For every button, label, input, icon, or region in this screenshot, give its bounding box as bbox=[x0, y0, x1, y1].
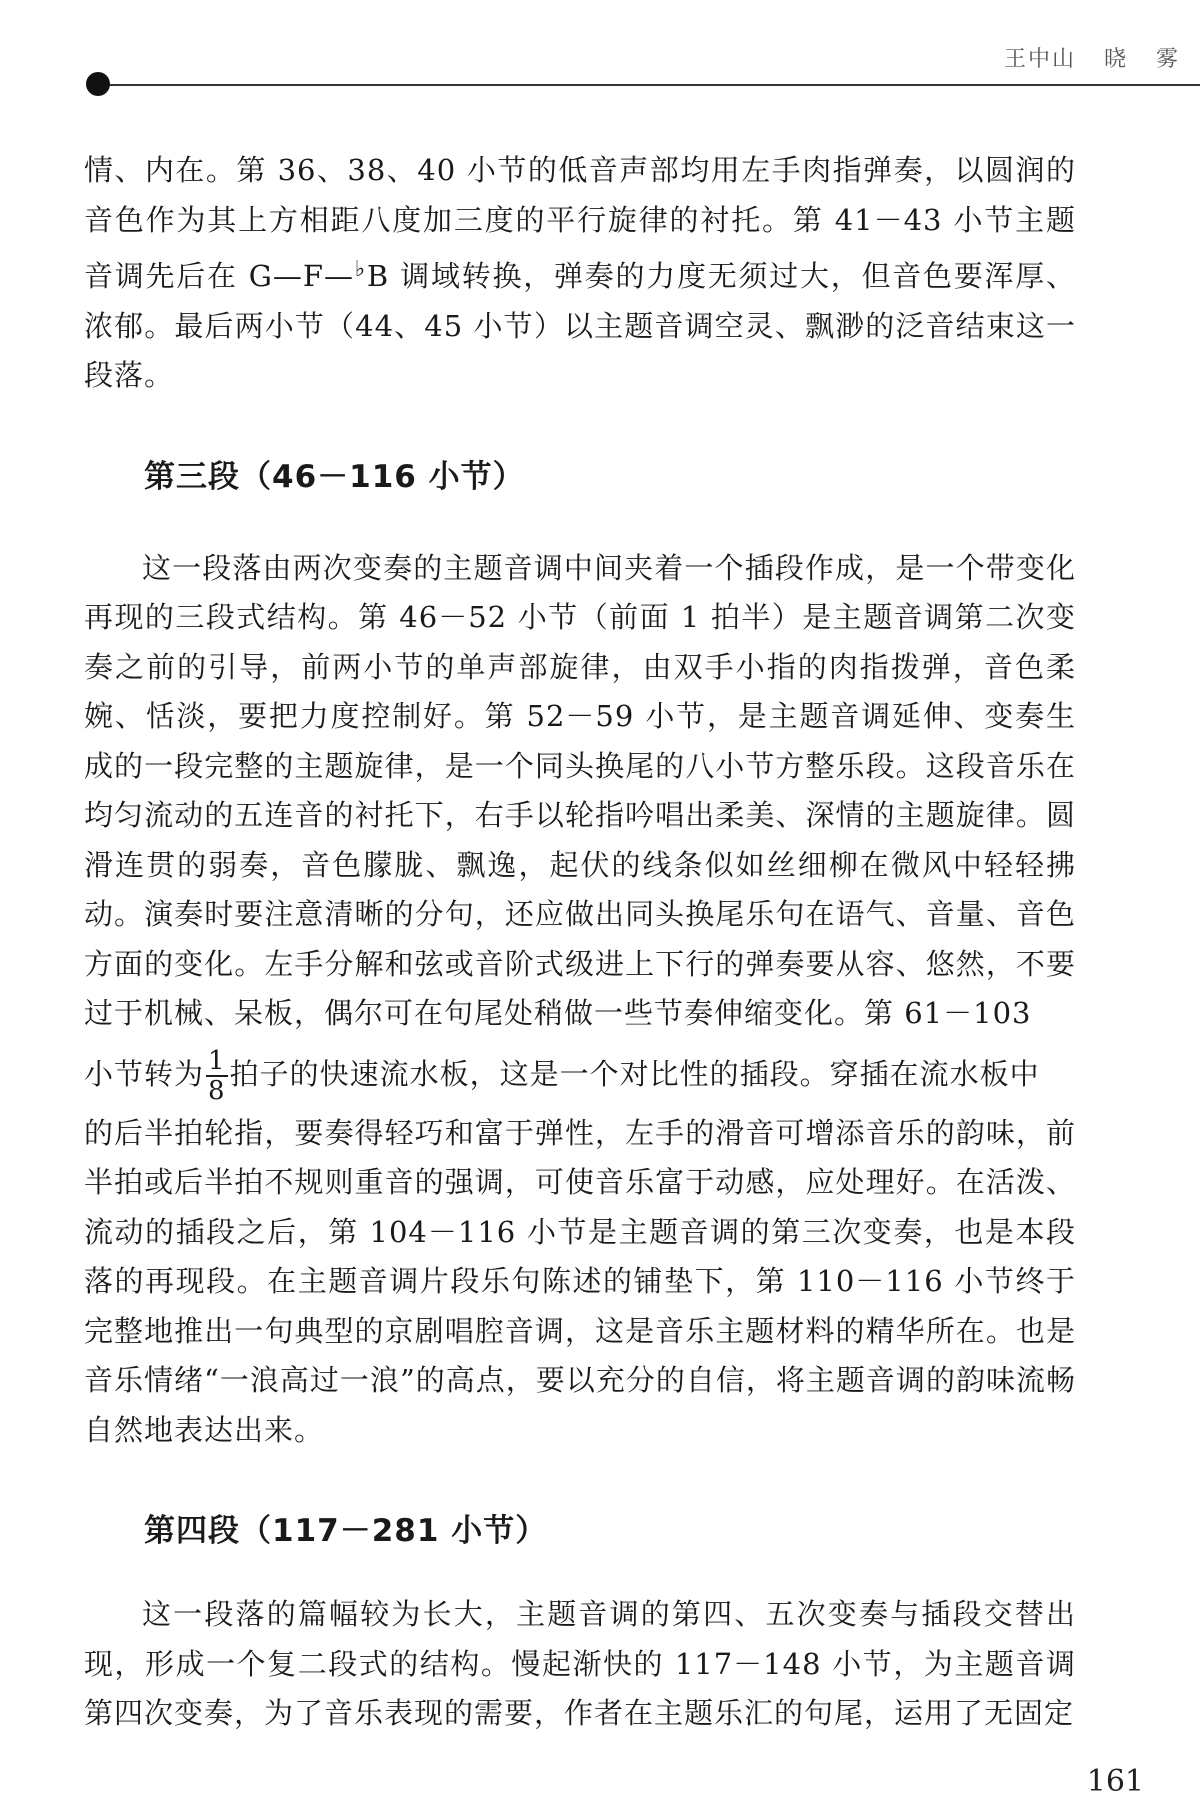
section3-text-after-fraction: 拍子的快速流水板，这是一个对比性的插段。穿插在流水板中 bbox=[229, 1056, 1040, 1091]
section3-paragraph-part3: 的后半拍轮指，要奏得轻巧和富于弹性，左手的滑音可增添音乐的韵味，前半拍或后半拍不规则重音的强调，可使音乐富于动感，应处理好。在活泼、流动的插段之后，第 104－116 小节是主题音调的第三次变奏，也是本段落的再现段。在主题音调片段乐句陈述的铺垫下，第 110－116 小节终于完整地推出一句典型的京剧唱腔音调，这是音乐主题材料的精华所在。也是音乐情绪“一浪高过一浪”的高点，要以充分的自信，将主题音调的韵味流畅自然地表达出来。 bbox=[84, 1115, 1076, 1447]
header-bullet-dot bbox=[86, 72, 110, 96]
intro-text-after-flat: B 调域转换，弹奏的力度无须过大，但音色要浑厚、浓郁。最后两小节（44、45 小节）以主题音调空灵、飘渺的泛音结束这一段落。 bbox=[84, 259, 1076, 392]
intro-paragraph bbox=[84, 146, 1076, 401]
section3-paragraph-part1: 这一段落由两次变奏的主题音调中间夹着一个插段作成，是一个带变化再现的三段式结构。第 46－52 小节（前面 1 拍半）是主题音调第二次变奏之前的引导，前两小节的单声部旋律，由双手小指的肉指拨弹，音色柔婉、恬淡，要把力度控制好。第 52－59 小节，是主题音调延伸、变奏生成的一段完整的主题旋律，是一个同头换尾的八小节方整乐段。这段音乐在均匀流动的五连音的衬托下，右手以轮指吟唱出柔美、深情的主题旋律。圆滑连贯的弱奏，音色朦胧、飘逸，起伏的线条似如丝细柳在微风中轻轻拂动。演奏时要注意清晰的分句，还应做出同头换尾乐句在语气、音量、音色方面的变化。左手分解和弦或音阶式级进上下行的弹奏要从容、悠然，不要过于机械、呆板，偶尔可在句尾处稍做一些节奏伸缩变化。第 61－103 bbox=[84, 550, 1076, 1030]
section3-text-before-fraction: 小节转为 bbox=[84, 1056, 205, 1091]
section4-paragraph: 这一段落的篇幅较为长大，主题音调的第四、五次变奏与插段交替出现，形成一个复二段式的结构。慢起渐快的 117－148 小节，为主题音调第四次变奏，为了音乐表现的需要，作者在主题乐汇的句尾，运用了无固定 bbox=[84, 1597, 1076, 1730]
header-title-part2: 雾 bbox=[1155, 47, 1180, 72]
section3-heading: 第三段（46－116 小节） bbox=[144, 458, 525, 495]
running-header bbox=[1004, 42, 1180, 73]
fraction-denominator: 8 bbox=[208, 1075, 226, 1106]
page-number: 161 bbox=[1086, 1764, 1144, 1799]
fraction-numerator: 1 bbox=[208, 1045, 226, 1076]
page-body bbox=[84, 146, 1076, 1739]
header-author: 王中山 bbox=[1003, 47, 1076, 72]
intro-text-before-flat: 情、内在。第 36、38、40 小节的低音声部均用左手肉指弹奏，以圆润的音色作为其上方相距八度加三度的平行旋律的衬托。第 41－43 小节主题音调先后在 G—F— bbox=[84, 153, 1076, 293]
time-signature-fraction bbox=[206, 1047, 228, 1105]
header-title-part1: 晓 bbox=[1103, 47, 1128, 72]
section4-heading: 第四段（117－281 小节） bbox=[144, 1513, 548, 1549]
header-rule bbox=[88, 84, 1200, 86]
section3-paragraph-part2 bbox=[84, 1039, 1076, 1109]
flat-symbol: ♭ bbox=[354, 257, 367, 282]
